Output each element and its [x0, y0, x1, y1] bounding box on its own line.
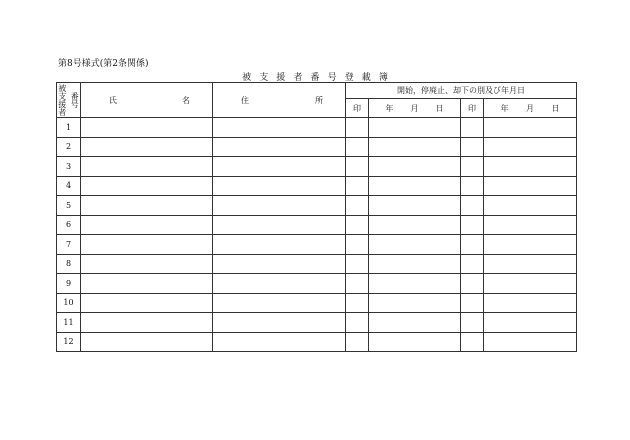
- date-header-2: [484, 99, 577, 118]
- date-cell-2[interactable]: [484, 313, 577, 333]
- name-right-char: 名: [182, 95, 190, 105]
- seal-cell-1[interactable]: [346, 293, 369, 313]
- table-row: [57, 118, 577, 138]
- name-left-char: 氏: [109, 95, 117, 105]
- table-row: [57, 137, 577, 157]
- address-cell[interactable]: [213, 137, 346, 157]
- date-cell-1[interactable]: [369, 176, 461, 196]
- seal-cell-1[interactable]: [346, 254, 369, 274]
- row-number: 8: [57, 254, 81, 274]
- address-left-char: 住: [241, 95, 249, 105]
- date-cell-2[interactable]: [484, 196, 577, 216]
- seal-cell-2[interactable]: [461, 293, 484, 313]
- table-row: [57, 215, 577, 235]
- name-cell[interactable]: [81, 215, 213, 235]
- row-number: 2: [57, 137, 81, 157]
- date-cell-2[interactable]: [484, 332, 577, 352]
- form-title-text: 被支援者番号登載簿: [242, 73, 396, 83]
- date-cell-2[interactable]: [484, 118, 577, 138]
- seal-header-1: 印: [346, 99, 369, 118]
- table-row: [57, 313, 577, 333]
- name-cell[interactable]: [81, 118, 213, 138]
- address-cell[interactable]: [213, 235, 346, 255]
- address-cell[interactable]: [213, 176, 346, 196]
- date-cell-2[interactable]: [484, 215, 577, 235]
- date-cell-1[interactable]: [369, 293, 461, 313]
- date-cell-2[interactable]: [484, 235, 577, 255]
- table-row: [57, 176, 577, 196]
- row-number: 12: [57, 332, 81, 352]
- seal-cell-2[interactable]: [461, 137, 484, 157]
- table-row: [57, 235, 577, 255]
- address-cell[interactable]: [213, 254, 346, 274]
- seal-cell-2[interactable]: [461, 274, 484, 294]
- form-label: 第8号様式(第2条関係): [58, 59, 149, 69]
- table-row: [57, 196, 577, 216]
- date-cell-2[interactable]: [484, 293, 577, 313]
- register-table: [56, 82, 577, 352]
- row-number: 4: [57, 176, 81, 196]
- row-number: 9: [57, 274, 81, 294]
- seal-cell-1[interactable]: [346, 137, 369, 157]
- row-number: 6: [57, 215, 81, 235]
- date-header-1: [369, 99, 461, 118]
- date-2-year: 年: [500, 103, 509, 113]
- header-row-1: [57, 83, 577, 99]
- seal-cell-1[interactable]: [346, 215, 369, 235]
- table-row: [57, 293, 577, 313]
- seal-cell-2[interactable]: [461, 332, 484, 352]
- address-cell[interactable]: [213, 118, 346, 138]
- table-row: [57, 157, 577, 177]
- seal-cell-1[interactable]: [346, 176, 369, 196]
- seal-cell-1[interactable]: [346, 196, 369, 216]
- date-cell-1[interactable]: [369, 332, 461, 352]
- seal-cell-1[interactable]: [346, 118, 369, 138]
- name-cell[interactable]: [81, 235, 213, 255]
- date-cell-1[interactable]: [369, 215, 461, 235]
- person-col-label: 被支援者: [57, 84, 67, 116]
- row-number: 5: [57, 196, 81, 216]
- address-cell[interactable]: [213, 313, 346, 333]
- date-1-month: 月: [410, 103, 419, 113]
- seal-cell-1[interactable]: [346, 274, 369, 294]
- date-cell-1[interactable]: [369, 254, 461, 274]
- seal-cell-2[interactable]: [461, 254, 484, 274]
- date-cell-2[interactable]: [484, 254, 577, 274]
- name-header: [81, 83, 213, 118]
- address-cell[interactable]: [213, 332, 346, 352]
- name-cell[interactable]: [81, 137, 213, 157]
- address-cell[interactable]: [213, 274, 346, 294]
- address-header: [213, 83, 346, 118]
- date-2-day: 日: [551, 103, 560, 113]
- date-cell-2[interactable]: [484, 176, 577, 196]
- name-cell[interactable]: [81, 332, 213, 352]
- seal-cell-2[interactable]: [461, 176, 484, 196]
- table-row: [57, 254, 577, 274]
- table-row: [57, 332, 577, 352]
- name-cell[interactable]: [81, 176, 213, 196]
- date-cell-1[interactable]: [369, 313, 461, 333]
- row-number: 3: [57, 157, 81, 177]
- name-cell[interactable]: [81, 157, 213, 177]
- date-1-year: 年: [385, 103, 394, 113]
- date-2-month: 月: [525, 103, 534, 113]
- seal-cell-2[interactable]: [461, 215, 484, 235]
- seal-cell-1[interactable]: [346, 157, 369, 177]
- date-cell-2[interactable]: [484, 137, 577, 157]
- name-cell[interactable]: [81, 196, 213, 216]
- date-cell-1[interactable]: [369, 118, 461, 138]
- address-cell[interactable]: [213, 196, 346, 216]
- row-number: 10: [57, 293, 81, 313]
- address-right-char: 所: [315, 95, 323, 105]
- seal-cell-2[interactable]: [461, 196, 484, 216]
- row-number: 11: [57, 313, 81, 333]
- date-cell-1[interactable]: [369, 137, 461, 157]
- date-1-day: 日: [435, 103, 444, 113]
- date-cell-2[interactable]: [484, 274, 577, 294]
- name-cell[interactable]: [81, 313, 213, 333]
- name-cell[interactable]: [81, 274, 213, 294]
- date-cell-1[interactable]: [369, 235, 461, 255]
- row-number: 1: [57, 118, 81, 138]
- seal-cell-2[interactable]: [461, 235, 484, 255]
- name-cell[interactable]: [81, 293, 213, 313]
- seal-cell-1[interactable]: [346, 332, 369, 352]
- seal-cell-2[interactable]: [461, 313, 484, 333]
- address-cell[interactable]: [213, 157, 346, 177]
- table-row: [57, 274, 577, 294]
- seal-cell-1[interactable]: [346, 235, 369, 255]
- number-col-label: 番号: [70, 92, 80, 108]
- address-cell[interactable]: [213, 293, 346, 313]
- address-cell[interactable]: [213, 215, 346, 235]
- date-cell-1[interactable]: [369, 157, 461, 177]
- status-group-header: 開始，停廃止、却下の別及び年月日: [346, 83, 577, 99]
- seal-cell-1[interactable]: [346, 313, 369, 333]
- date-cell-1[interactable]: [369, 196, 461, 216]
- date-cell-2[interactable]: [484, 157, 577, 177]
- seal-cell-2[interactable]: [461, 118, 484, 138]
- person-number-header: [57, 83, 81, 118]
- seal-cell-2[interactable]: [461, 157, 484, 177]
- name-cell[interactable]: [81, 254, 213, 274]
- row-number: 7: [57, 235, 81, 255]
- date-cell-1[interactable]: [369, 274, 461, 294]
- seal-header-2: 印: [461, 99, 484, 118]
